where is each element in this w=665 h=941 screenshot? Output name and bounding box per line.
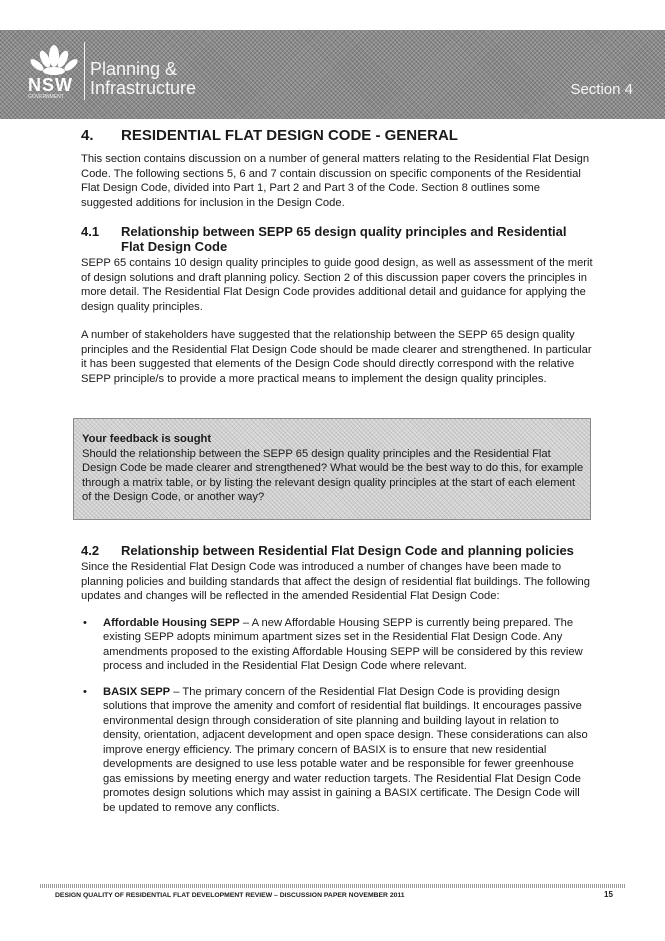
logo-government-text: GOVERNMENT <box>28 94 64 100</box>
header-banner <box>0 30 665 119</box>
bullet-term: Affordable Housing SEPP <box>103 616 240 629</box>
section-4-title: RESIDENTIAL FLAT DESIGN CODE - GENERAL <box>121 127 458 144</box>
bullet-icon: • <box>83 616 87 629</box>
list-item <box>81 616 593 674</box>
feedback-title: Your feedback is sought <box>82 433 212 445</box>
section-4-intro: This section contains discussion on a number of general matters relating to the Residential Flat Design Code. The following sections 5, 6 and 7 contain discussion on specific components of the Residential Flat Design Code, divided into Part 1, Part 2 and Part 3 of the Code. Section 8 outlines some suggested additions for inclusion in the Design Code. <box>81 153 590 209</box>
section-4-1-title: Relationship between SEPP 65 design quality principles and Residential Flat Design Code <box>121 224 567 254</box>
agency-name <box>90 60 196 98</box>
main-content <box>81 127 593 386</box>
agency-line-2: Infrastructure <box>90 78 197 98</box>
section-4-2-title: Relationship between Residential Flat Design Code and planning policies <box>121 543 574 558</box>
list-item <box>81 685 593 816</box>
section-4-2-heading <box>81 543 593 558</box>
bullet-icon: • <box>83 685 87 698</box>
bullet-term: BASIX SEPP <box>103 685 171 698</box>
bullet-list <box>81 616 593 816</box>
footer-text: DESIGN QUALITY OF RESIDENTIAL FLAT DEVELOPMENT REVIEW – DISCUSSION PAPER NOVEMBER 2011 <box>55 892 405 899</box>
section-label: Section 4 <box>570 81 633 98</box>
section-4-number: 4. <box>81 127 94 144</box>
section-4-2-paragraph: Since the Residential Flat Design Code was introduced a number of changes have been made to planning policies and building standards that affect the design of residential flat buildings. The following updates and changes will be reflected in the amended Residential Flat Design Code: <box>81 561 590 602</box>
section-4-1-heading <box>81 224 593 254</box>
section-4-2 <box>81 543 593 826</box>
page-number: 15 <box>604 890 613 899</box>
logo-divider <box>84 42 85 100</box>
agency-line-1: Planning & <box>90 59 178 79</box>
section-4-1-paragraph-2: A number of stakeholders have suggested that the relationship between the SEPP 65 design quality principles and the Residential Flat Design Code should be made clearer and strengthened. In particular it has been suggested that elements of the Design Code should directly correspond with the relative SEPP principle/s to provide a more practical means to implement the design quality principles. <box>81 329 592 385</box>
bullet-text: – The primary concern of the Residential Flat Design Code is providing design solutions that improve the amenity and comfort of residential flat buildings. It encourages passive environmental design through consideration of site planning and building layout in relation to density, orientation, adjacent development and open space design. These considerations can also improve energy efficiency. The primary concern of BASIX is to ensure that new residential developments are designed to use less potable water and be responsible for fewer greenhouse gas emissions by meeting energy and water reduction targets. The Residential Flat Design Code promotes design solutions which may assist in gaining a BASIX certificate. The Design Code will be updated to remove any conflicts. <box>103 685 588 814</box>
footer-divider <box>40 884 625 888</box>
section-4-1-paragraph-1: SEPP 65 contains 10 design quality principles to guide good design, as well as assessment of the merit of design solutions and draft planning policy. Section 2 of this discussion paper covers the principles in more detail. The Residential Flat Design Code provides additional detail and guidance for applying the design quality principles. <box>81 257 593 313</box>
logo-nsw-text: NSW <box>28 75 73 95</box>
feedback-text: Should the relationship between the SEPP 65 design quality principles and the Residential Flat Design Code be made clearer and strengthened? What would be the best way to do this, for example through a matrix table, or by listing the relevant design quality principles at the start of each element of the Design Code, or another way? <box>82 447 584 503</box>
section-4-1-number: 4.1 <box>81 224 100 239</box>
section-4-heading <box>81 127 593 144</box>
section-4-2-number: 4.2 <box>81 543 100 558</box>
feedback-box <box>73 418 591 520</box>
bullet-text: – A new Affordable Housing SEPP is currently being prepared. The existing SEPP adopts minimum apartment sizes set in the Residential Flat Design Code. Any amendments proposed to the existing Affordable Housing SEPP will be considered by this review process and included in the Residential Flat Design Code where relevant. <box>103 616 583 672</box>
